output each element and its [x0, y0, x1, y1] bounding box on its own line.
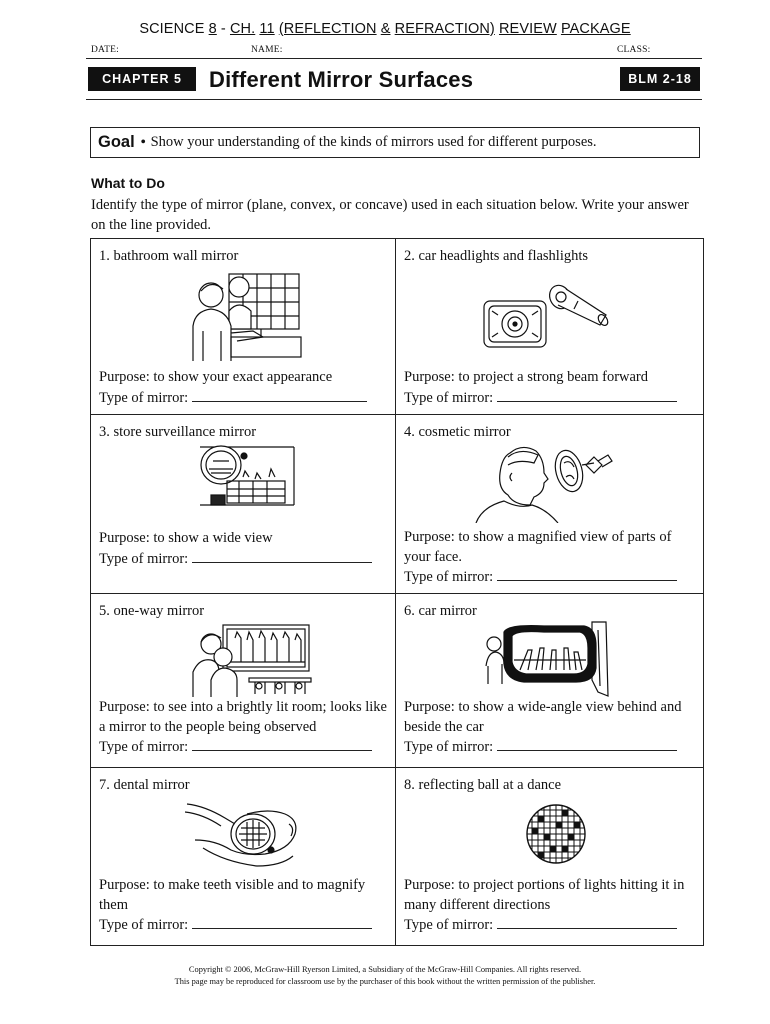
answer-blank[interactable] — [497, 388, 677, 402]
title-part: & — [380, 21, 391, 37]
title-part: REFRACTION) — [394, 21, 495, 37]
goal-box — [90, 127, 700, 158]
title-part: SCIENCE — [139, 21, 209, 37]
blm-badge: BLM 2-18 — [620, 67, 700, 91]
answer-blank[interactable] — [192, 549, 372, 563]
name-label: NAME: — [251, 45, 283, 55]
item-purpose — [404, 528, 697, 588]
title-part: 8 — [208, 21, 217, 37]
header-rule-top — [86, 58, 702, 59]
dental-mirror-illustration — [185, 800, 305, 872]
type-of-mirror-label: Type of mirror: — [404, 569, 494, 585]
type-of-mirror-row — [404, 388, 697, 409]
title-part: 11 — [259, 21, 275, 37]
goal-bullet: • — [140, 134, 146, 150]
title-part: - — [216, 21, 230, 37]
page-title: Different Mirror Surfaces — [209, 67, 474, 92]
what-to-do-heading: What to Do — [91, 175, 165, 191]
item-title: 4. cosmetic mirror — [404, 424, 511, 440]
surveillance-mirror-illustration — [199, 443, 299, 511]
item-purpose — [99, 529, 389, 569]
one-way-mirror-illustration — [189, 622, 314, 697]
type-of-mirror-label: Type of mirror: — [404, 917, 494, 933]
title-part: CH. — [229, 21, 256, 37]
package-title — [0, 21, 770, 37]
item-cell-4 — [396, 415, 704, 594]
item-cell-5 — [91, 594, 396, 768]
item-purpose — [99, 368, 389, 408]
purpose-text: Purpose: to show your exact appearance — [99, 369, 333, 385]
item-title: 2. car headlights and flashlights — [404, 248, 589, 264]
title-part: REVIEW — [498, 21, 557, 37]
disco-ball-illustration — [524, 802, 588, 866]
goal-label: Goal — [98, 133, 135, 151]
item-cell-6 — [396, 594, 704, 768]
footer-line: This page may be reproduced for classroom use by the purchaser of this book without the written permission of the publisher. — [174, 977, 596, 986]
type-of-mirror-row — [404, 567, 697, 588]
class-label: CLASS: — [617, 45, 651, 55]
purpose-text: Purpose: to project portions of lights hitting it in many different directions — [404, 877, 685, 913]
item-purpose — [404, 698, 697, 758]
type-of-mirror-row — [404, 915, 697, 936]
type-of-mirror-label: Type of mirror: — [404, 739, 494, 755]
date-label: DATE: — [91, 45, 119, 55]
purpose-text: Purpose: to make teeth visible and to magnify them — [99, 877, 366, 913]
answer-blank[interactable] — [192, 388, 367, 402]
answer-blank[interactable] — [497, 567, 677, 581]
answer-blank[interactable] — [497, 915, 677, 929]
answer-blank[interactable] — [192, 737, 372, 751]
type-of-mirror-label: Type of mirror: — [99, 917, 189, 933]
item-purpose — [99, 698, 389, 758]
goal-text: Show your understanding of the kinds of mirrors used for different purposes. — [150, 134, 597, 150]
type-of-mirror-row — [99, 737, 389, 758]
title-part: PACKAGE — [560, 21, 631, 37]
title-part: (REFLECTION — [278, 21, 377, 37]
purpose-text: Purpose: to project a strong beam forward — [404, 369, 649, 385]
bathroom-mirror-illustration — [191, 271, 306, 366]
purpose-text: Purpose: to show a magnified view of parts of your face. — [404, 529, 672, 565]
item-cell-2 — [396, 239, 704, 415]
item-cell-1 — [91, 239, 396, 415]
purpose-text: Purpose: to show a wide-angle view behind and beside the car — [404, 699, 682, 735]
item-title: 7. dental mirror — [99, 777, 190, 793]
type-of-mirror-row — [99, 915, 389, 936]
headlight-flashlight-illustration — [478, 283, 613, 355]
item-cell-3 — [91, 415, 396, 594]
item-purpose — [404, 368, 697, 408]
item-purpose — [404, 876, 697, 936]
type-of-mirror-label: Type of mirror: — [99, 550, 189, 567]
item-title: 8. reflecting ball at a dance — [404, 777, 562, 793]
purpose-text: Purpose: to show a wide view — [99, 530, 273, 546]
car-mirror-illustration — [484, 620, 614, 698]
footer-line: Copyright © 2006, McGraw-Hill Ryerson Limited, a Subsidiary of the McGraw-Hill Companies. All rights reserved. — [188, 965, 582, 974]
type-of-mirror-row — [99, 549, 389, 570]
instructions: Identify the type of mirror (plane, convex, or concave) used in each situation below. Write your answer on the line provided. — [91, 197, 689, 233]
item-title: 3. store surveillance mirror — [99, 424, 257, 440]
item-title: 5. one-way mirror — [99, 603, 205, 619]
header-rule-bottom — [86, 99, 702, 100]
item-title: 6. car mirror — [404, 603, 477, 619]
item-cell-7 — [91, 768, 396, 946]
mirror-grid — [90, 238, 704, 946]
answer-blank[interactable] — [497, 737, 677, 751]
cosmetic-mirror-illustration — [474, 443, 624, 523]
item-cell-8 — [396, 768, 704, 946]
copyright-footer — [0, 964, 770, 988]
type-of-mirror-row — [99, 388, 389, 409]
type-of-mirror-label: Type of mirror: — [99, 739, 189, 755]
chapter-badge: CHAPTER 5 — [88, 67, 196, 91]
type-of-mirror-label: Type of mirror: — [404, 389, 494, 406]
type-of-mirror-label: Type of mirror: — [99, 389, 189, 406]
item-purpose — [99, 876, 389, 936]
answer-blank[interactable] — [192, 915, 372, 929]
item-title: 1. bathroom wall mirror — [99, 248, 239, 264]
purpose-text: Purpose: to see into a brightly lit room; looks like a mirror to the people being observed — [99, 699, 387, 735]
type-of-mirror-row — [404, 737, 697, 758]
